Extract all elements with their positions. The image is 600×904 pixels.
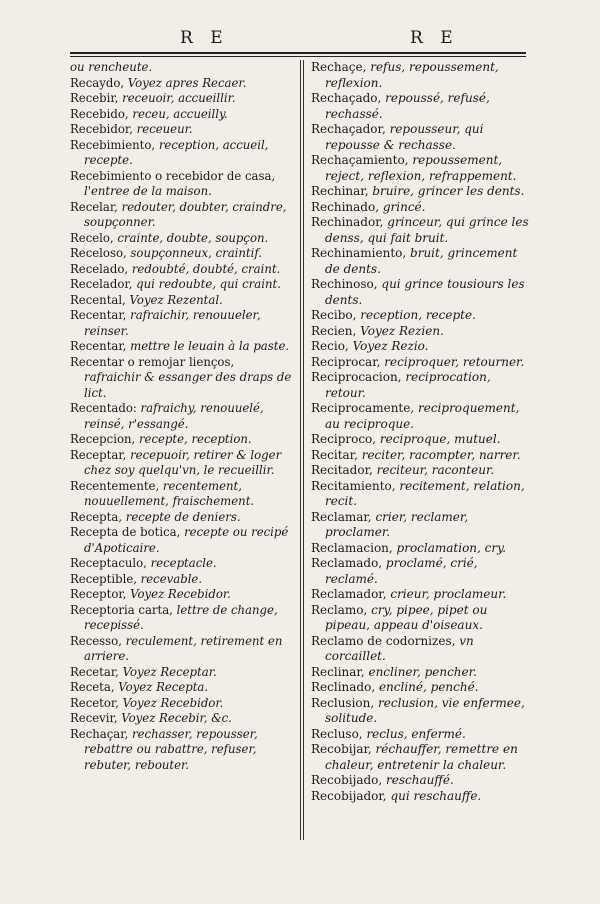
entry-headword: Recitador, [311, 463, 377, 477]
dictionary-entry [70, 76, 294, 92]
dictionary-entry [311, 665, 533, 681]
dictionary-entry [311, 122, 533, 153]
entry-headword: Rechinado, [311, 199, 383, 214]
dictionary-entry [311, 541, 533, 557]
dictionary-entry [311, 355, 533, 371]
dictionary-entry [70, 448, 294, 479]
dictionary-entry [311, 773, 533, 789]
entry-definition: Voyez apres Recaer. [127, 75, 247, 90]
entry-headword: Receptar, [70, 447, 131, 462]
entry-headword: Recepta, [70, 509, 126, 524]
entry-headword: Recesso, [70, 633, 126, 648]
entry-headword: Reciprocacion, [311, 370, 406, 384]
entry-headword: Recental, [70, 292, 130, 307]
entry-headword: Reclamar, [311, 509, 376, 524]
entry-headword: Recentemente, [70, 478, 163, 493]
dictionary-entry [70, 510, 294, 526]
entry-definition: Voyez Rezental. [129, 292, 223, 307]
dictionary-entry [311, 246, 533, 277]
entry-headword: Recaydo, [70, 75, 128, 90]
entry-definition: rafraichy, renouuelé, reinsé, r'essangé. [84, 401, 264, 431]
entry-definition: qui reschauffe. [390, 788, 482, 803]
entry-headword: Reciproco, [311, 432, 380, 446]
entry-headword: Rechinador, [311, 215, 388, 229]
dictionary-entry [311, 200, 533, 216]
entry-headword: Receptoria carta, [70, 602, 177, 617]
left-column [70, 60, 294, 773]
dictionary-entry [311, 510, 533, 541]
entry-definition: lettre de change, recepissé. [84, 602, 278, 632]
entry-definition: reception, accueil, recepte. [84, 137, 269, 167]
entry-headword: Receloso, [70, 246, 131, 260]
entry-headword: Recitar, [311, 447, 362, 462]
dictionary-entry [70, 479, 294, 510]
running-head [70, 28, 522, 52]
entry-headword: Rechinar, [311, 184, 373, 198]
entry-headword: Recebimiento o recebidor de casa, [70, 168, 276, 183]
dictionary-entry [311, 215, 533, 246]
entry-headword: Reclamo de codornizes, [311, 633, 460, 648]
entry-definition: reschauffé. [386, 773, 454, 787]
entry-definition: crier, reclamer, proclamer. [325, 509, 469, 539]
dictionary-entry [311, 432, 533, 448]
dictionary-entry [70, 634, 294, 665]
entry-headword: Recobijador, [311, 788, 391, 803]
entry-headword: Reclamador, [311, 587, 391, 601]
dictionary-entry [70, 91, 294, 107]
dictionary-entry [311, 680, 533, 696]
dictionary-entry [311, 587, 533, 603]
dictionary-entry [70, 231, 294, 247]
entry-headword: Recetor, [70, 695, 123, 710]
entry-headword: Reciprocamente, [311, 401, 418, 415]
entry-definition: crainte, doubte, soupçon. [117, 230, 269, 245]
dictionary-entry [70, 556, 294, 572]
entry-headword: Recepcion, [70, 432, 139, 446]
dictionary-entry [311, 277, 533, 308]
entry-definition: bruit, grincement de dents. [325, 246, 518, 276]
entry-definition: proclamé, crié, reclamé. [325, 556, 478, 586]
entry-definition: proclamation, cry. [396, 540, 507, 555]
entry-headword: Receptaculo, [70, 556, 151, 570]
dictionary-entry [311, 370, 533, 401]
entry-headword: Reclinar, [311, 664, 369, 679]
entry-headword: Receptible, [70, 571, 141, 586]
entry-definition: recepte de deniers. [125, 509, 241, 524]
entry-definition: encliner, pencher. [368, 664, 477, 679]
dictionary-entry [70, 727, 294, 774]
entry-definition: crieur, proclameur. [390, 587, 507, 601]
dictionary-entry [311, 696, 533, 727]
entry-headword: Recetar, [70, 664, 123, 679]
entry-headword: Recobijado, [311, 773, 387, 787]
dictionary-entry [70, 339, 294, 355]
entry-headword: Reclamo, [311, 602, 372, 617]
entry-definition: redoubté, doubté, craint. [131, 261, 281, 276]
entry-headword: Recobijar, [311, 742, 376, 756]
entry-definition: reciproquement, au reciproque. [325, 401, 520, 431]
entry-headword: Recebidor, [70, 122, 137, 136]
entry-headword: Recentar, [70, 308, 131, 322]
entry-definition: redouter, doubter, craindre, soupçonner. [84, 199, 287, 229]
dictionary-entry [70, 308, 294, 339]
dictionary-entry [311, 339, 533, 355]
entry-headword: Rechinoso, [311, 277, 382, 291]
entry-definition: soupçonneux, craintif. [130, 246, 262, 260]
entry-definition: Voyez Rezio. [352, 339, 429, 353]
dictionary-entry [311, 634, 533, 665]
entry-headword: Recio, [311, 339, 353, 353]
dictionary-entry [70, 696, 294, 712]
entry-definition: mettre le leuain à la paste. [130, 339, 290, 353]
dictionary-entry [70, 169, 294, 200]
entry-definition: receueur. [136, 122, 193, 136]
dictionary-entry [311, 479, 533, 510]
entry-headword: Reciprocar, [311, 354, 385, 369]
entry-headword: Recelador, [70, 277, 137, 291]
header-rule [70, 52, 526, 57]
dictionary-entry [70, 122, 294, 138]
entry-definition: bruire, grincer les dents. [372, 184, 525, 198]
entry-definition: receptacle. [150, 556, 217, 570]
entry-definition: ou rencheute. [70, 60, 153, 74]
dictionary-entry [70, 525, 294, 556]
entry-headword: Rechinamiento, [311, 246, 411, 260]
entry-definition: reciprocation, retour. [325, 370, 491, 400]
entry-headword: Recitamiento, [311, 478, 400, 493]
entry-definition: vn corcaillet. [325, 633, 474, 663]
dictionary-entry [70, 603, 294, 634]
dictionary-entry [311, 742, 533, 773]
entry-headword: Reclusion, [311, 695, 379, 710]
dictionary-entry [311, 556, 533, 587]
dictionary-entry [70, 401, 294, 432]
entry-definition: repoussé, refusé, rechassé. [325, 91, 490, 121]
dictionary-entry [70, 572, 294, 588]
dictionary-entry [311, 448, 533, 464]
dictionary-entry [70, 680, 294, 696]
entry-headword: Reclinado, [311, 680, 379, 694]
dictionary-entry [70, 711, 294, 727]
entry-headword: Recelar, [70, 199, 122, 214]
entry-definition: grinceur, qui grince les denss, qui fait bruit. [325, 215, 529, 245]
dictionary-entry [70, 665, 294, 681]
entry-definition: cry, pipee, pipet ou pipeau, appeau d'oiseaux. [325, 602, 488, 632]
dictionary-entry [311, 463, 533, 479]
entry-definition: reciter, racompter, narrer. [361, 447, 521, 462]
entry-definition: Voyez Rezien. [360, 323, 444, 338]
running-head-left: R E [180, 28, 229, 48]
entry-definition: Voyez Recepta. [118, 680, 209, 694]
running-head-right: R E [410, 28, 459, 48]
entry-definition: recepte ou recipé d'Apoticaire. [84, 525, 289, 555]
entry-headword: Rechaçar, [70, 726, 133, 741]
entry-definition: repousseur, qui repousse & rechasse. [325, 122, 484, 152]
entry-definition: reciproque, mutuel. [379, 432, 501, 446]
entry-headword: Reclamado, [311, 556, 386, 570]
entry-definition: Voyez Recebidor. [122, 695, 224, 710]
entry-headword: Recluso, [311, 726, 367, 741]
entry-headword: Rechaçe, [311, 60, 371, 74]
entry-definition: reciteur, raconteur. [376, 463, 495, 477]
entry-definition: reciproquer, retourner. [384, 354, 525, 369]
entry-definition: receuoir, accueillir. [122, 91, 236, 105]
entry-headword: Rechaçamiento, [311, 153, 413, 167]
entry-headword: Recibo, [311, 308, 361, 322]
dictionary-entry [311, 60, 533, 91]
entry-definition: recevable. [140, 571, 203, 586]
entry-headword: Recentar o remojar lienços, [70, 354, 235, 369]
dictionary-entry [311, 789, 533, 805]
dictionary-entry [311, 184, 533, 200]
entry-definition: refus, repoussement, reflexion. [325, 60, 499, 90]
entry-definition: qui grince tousiours les dents. [325, 277, 525, 307]
entry-definition: réchauffer, remettre en chaleur, entretenir la chaleur. [325, 742, 518, 772]
entry-definition: reculement, retirement en arriere. [84, 633, 283, 663]
entry-definition: reclusion, vie enfermee, solitude. [325, 695, 525, 725]
entry-headword: Recentado: [70, 401, 141, 415]
column-divider [300, 60, 304, 840]
entry-headword: Recevir, [70, 711, 122, 725]
entry-headword: Recepta de botica, [70, 525, 185, 539]
dictionary-entry [70, 107, 294, 123]
entry-headword: Recien, [311, 323, 361, 338]
dictionary-entry [311, 324, 533, 340]
entry-headword: Reclamacion, [311, 540, 397, 555]
dictionary-entry [70, 432, 294, 448]
right-column [311, 60, 533, 804]
entry-definition: Voyez Receptar. [122, 664, 217, 679]
entry-headword: Receptor, [70, 587, 131, 601]
entry-headword: Recebimiento, [70, 137, 159, 152]
entry-headword: Recelo, [70, 230, 118, 245]
entry-definition: qui redoubte, qui craint. [136, 277, 281, 291]
entry-headword: Rechaçado, [311, 91, 386, 105]
dictionary-entry [311, 153, 533, 184]
entry-definition: encliné, penché. [378, 680, 479, 694]
dictionary-entry [70, 293, 294, 309]
dictionary-entry [70, 262, 294, 278]
entry-definition: rafraichir, renouueler, reinser. [84, 308, 261, 338]
entry-definition: rafraichir & essanger des draps de lict. [84, 370, 292, 400]
entry-headword: Receta, [70, 680, 119, 694]
entry-headword: Recelado, [70, 261, 132, 276]
dictionary-entry [70, 246, 294, 262]
entry-definition: Voyez Recebir, &c. [121, 711, 232, 725]
entry-definition: recentement, nouuellement, fraischement. [84, 478, 255, 508]
entry-headword: Recebido, [70, 106, 133, 121]
entry-definition: recitement, relation, recit. [325, 478, 525, 508]
entry-definition: l'entree de la maison. [84, 184, 212, 198]
dictionary-entry [311, 401, 533, 432]
dictionary-entry [70, 587, 294, 603]
entry-definition: reception, recepte. [360, 308, 476, 322]
entry-definition: receu, accueilly. [132, 106, 228, 121]
dictionary-entry [70, 60, 294, 76]
dictionary-entry [70, 200, 294, 231]
entry-headword: Rechaçador, [311, 122, 390, 136]
entry-definition: recepuoir, retirer & loger chez soy quelqu'vn, le recueillir. [84, 447, 282, 477]
dictionary-entry [70, 277, 294, 293]
dictionary-entry [311, 91, 533, 122]
entry-definition: Voyez Recebidor. [130, 587, 231, 601]
entry-definition: recepte, reception. [138, 432, 252, 446]
dictionary-entry [70, 138, 294, 169]
dictionary-entry [311, 308, 533, 324]
entry-headword: Recentar, [70, 339, 131, 353]
dictionary-entry [311, 727, 533, 743]
dictionary-entry [311, 603, 533, 634]
entry-definition: repoussement, reject, reflexion, refrappement. [325, 153, 517, 183]
entry-definition: rechasser, repousser, rebattre ou rabattre, refuser, rebuter, rebouter. [84, 726, 258, 772]
entry-definition: grincé. [382, 199, 426, 214]
dictionary-entry [70, 355, 294, 402]
entry-headword: Recebir, [70, 91, 123, 105]
entry-definition: reclus, enfermé. [366, 726, 466, 741]
